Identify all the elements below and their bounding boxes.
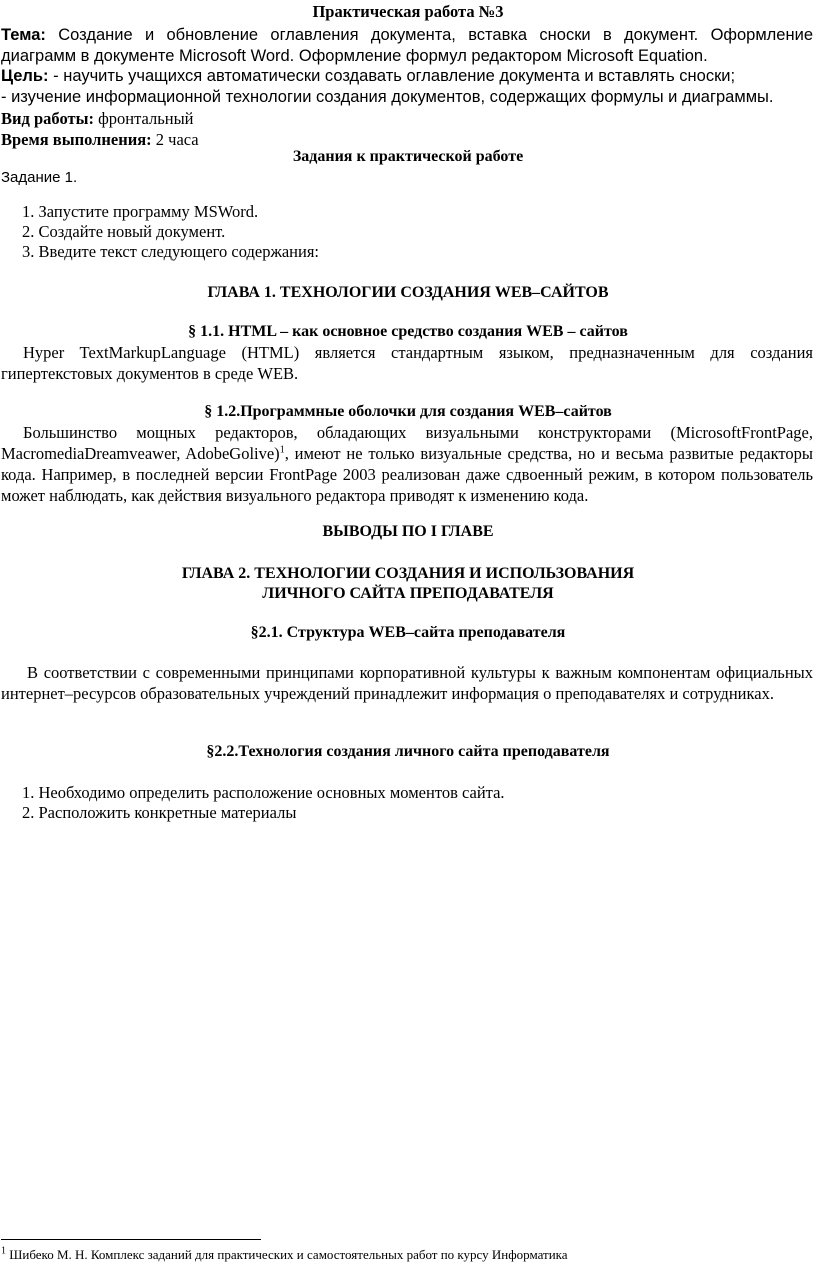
goal-label: Цель: [1, 67, 49, 85]
time-text: 2 часа [155, 130, 199, 149]
goal-text-2: - изучение информационной технологии создания документов, содержащих формулы и диаграммы. [1, 88, 774, 106]
chapter2-heading [0, 564, 816, 604]
list-item: 3. Введите текст следующего содержания: [22, 242, 320, 261]
topic-label: Тема: [1, 26, 46, 44]
goal-line [1, 66, 813, 87]
footnote-separator [1, 1239, 261, 1240]
tasks-heading: Задания к практической работе [292, 148, 524, 165]
list-item: 1. Запустите программу MSWord. [22, 202, 259, 221]
chapter2-heading-line2: ЛИЧНОГО САЙТА ПРЕПОДАВАТЕЛЯ [262, 585, 554, 602]
section-1-1-text: Hyper TextMarkupLanguage (HTML) является стандартным языком, предназначенным для создания гипертекстовых документов в среде WEB. [1, 343, 813, 383]
document-title: Практическая работа №3 [312, 2, 504, 21]
chapter1-heading: ГЛАВА 1. ТЕХНОЛОГИИ СОЗДАНИЯ WEB–САЙТОВ [207, 284, 609, 301]
section-2-2-heading: §2.2.Технология создания личного сайта преподавателя [206, 743, 610, 760]
topic-line [1, 25, 813, 67]
section-1-2-text [1, 422, 813, 506]
list-item: 1. Необходимо определить расположение основных моментов сайта. [22, 783, 505, 802]
chapter2-heading-line1: ГЛАВА 2. ТЕХНОЛОГИИ СОЗДАНИЯ И ИСПОЛЬЗОВАНИЯ [181, 565, 635, 582]
goal-line-2 [1, 87, 813, 108]
section-1-2-text-b: , имеют не только визуальные средства, но и весьма развитые редакторы кода. Например, в последней версии FrontPage 2003 реализован даже сдвоенный режим, в котором пользователь может наблюдать, как действия визуального редактора приводят к изменению кода. [1, 444, 813, 505]
section-2-1-heading: §2.1. Структура WEB–сайта преподавателя [250, 624, 566, 641]
section-1-1-heading: § 1.1. HTML – как основное средство создания WEB – сайтов [188, 323, 628, 340]
goal-text: - научить учащихся автоматически создавать оглавление документа и вставлять сноски; [53, 67, 736, 85]
footnote-marker: 1 [1, 1245, 6, 1257]
section-1-2-text-a: Большинство мощных редакторов, обладающих визуальными конструкторами (MicrosoftFrontPage, MacromediaDreamveawer, AdobeGolive) [1, 423, 813, 463]
section-1-2-heading: § 1.2.Программные оболочки для создания WEB–сайтов [204, 403, 612, 420]
section-2-2-list [22, 783, 505, 823]
time-label: Время выполнения: [1, 130, 152, 149]
task-label: Задание 1. [1, 169, 78, 186]
list-item: 2. Расположить конкретные материалы [22, 803, 297, 822]
time-line [1, 129, 813, 150]
work-type-line [1, 108, 813, 129]
footnote-reference[interactable]: 1 [279, 444, 285, 456]
steps-list [22, 202, 319, 262]
conclusions-heading: ВЫВОДЫ ПО I ГЛАВЕ [322, 523, 494, 540]
work-type-label: Вид работы: [1, 109, 94, 128]
work-type-text: фронтальный [98, 109, 194, 128]
list-item: 2. Создайте новый документ. [22, 222, 226, 241]
topic-text: Создание и обновление оглавления документа, вставка сноски в документ. Оформление диаграмм в документе Microsoft Word. Оформление формул редактором Microsoft Equation. [1, 26, 813, 65]
footnote-text: Шибеко М. Н. Комплекс заданий для практических и самостоятельных работ по курсу Информатика [9, 1247, 568, 1262]
section-2-1-text: В соответствии с современными принципами корпоративной культуры к важным компонентам официальных интернет–ресурсов образовательных учреждений принадлежит информация о преподавателях и сотрудниках. [1, 663, 813, 703]
footnote [1, 1247, 568, 1263]
